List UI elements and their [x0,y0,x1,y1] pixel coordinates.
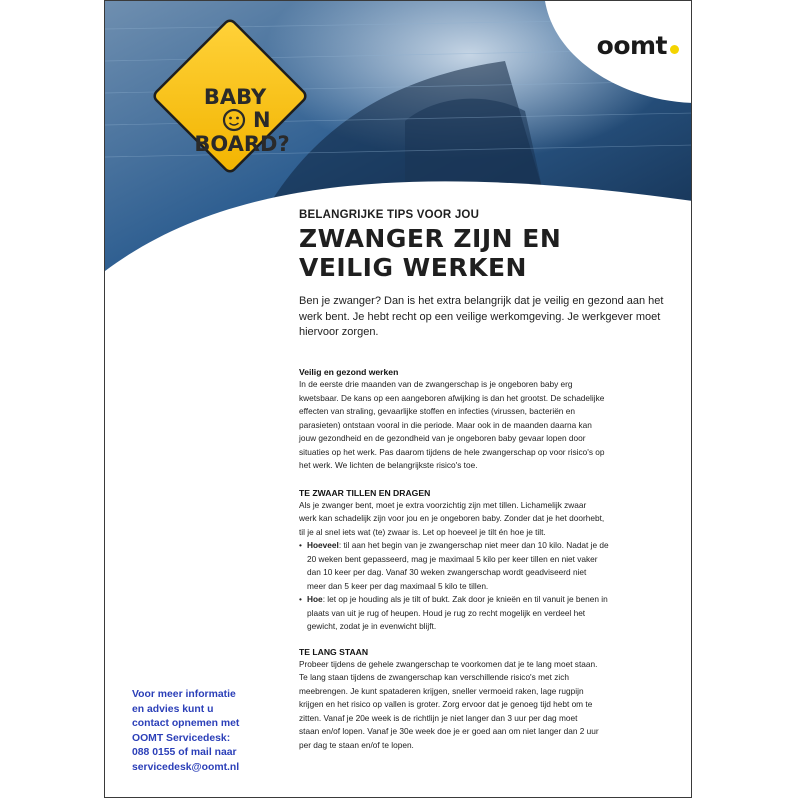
contact-info: Voor meer informatie en advies kunt u contact opnemen met OOMT Servicedesk: 088 0155 of mail naar servicedesk@oomt.nl [132,688,282,776]
sign-line-3: BOARD? [194,132,290,156]
intro-paragraph: Ben je zwanger? Dan is het extra belangrijk dat je veilig en gezond aan het werk bent. Je hebt recht op een veilige werkomgeving. Je werkgever moet hiervoor zorgen. [299,295,664,338]
logo-dot-icon [670,45,679,54]
section-lang-staan [299,646,669,753]
contact-email[interactable]: servicedesk@oomt.nl [132,761,240,773]
section-veilig-werken [299,366,669,473]
sign-line-1: BABY [203,85,267,109]
list-item: • Hoe: let op je houding als je tilt of bukt. Zak door je knieën en til vanuit je benen in plaats van uit je rug of heupen. Houd je rug zo recht mogelijk en verdeel het gewicht, zodat je in evenwicht blijft. [299,593,669,634]
page-title: ZWANGER ZIJN EN VEILIG WERKEN [299,224,562,282]
section-heading: TE LANG STAAN [299,646,369,657]
section-tillen [299,487,669,634]
eyebrow-label: BELANGRIJKE TIPS VOOR JOU [299,209,480,221]
body-content [299,366,669,752]
section-heading: Veilig en gezond werken [299,367,399,377]
bullet-list [299,539,669,634]
section-text: In de eerste drie maanden van de zwangerschap is je ongeboren baby erg kwetsbaar. De kans op een aangeboren afwijking is dan het grootst. De schadelijke effecten van straling, gevaarlijke stoffen en infecties (virussen, bacteriën en parasieten) ontstaan vooral in die periode. Maar ook in de maanden daarna kan jouw gezondheid en de gezondheid van je ongeboren baby gevaar lopen door situaties op het werk. Pas daarom tijdens de hele zwangerschap op voor risico's op het werk. We lichten de belangrijkste risico's toe. [299,379,605,470]
list-item: • Hoeveel: til aan het begin van je zwangerschap niet meer dan 10 kilo. Nadat je de 20 weken bent gepasseerd, mag je maximaal 5 kilo per keer tillen en niet vaker dan 10 keer per dag. Vanaf 30 weken zwangerschap wordt geadviseerd niet meer dan 5 keer per dag maximaal 5 kilo te tillen. [299,539,669,593]
section-text: Als je zwanger bent, moet je extra voorzichtig zijn met tillen. Lichamelijk zwaar werk kan schadelijk zijn voor jou en je ongeboren baby. Zonder dat je het doorhebt, til je al snel iets wat (te) zwaar is. Let op hoeveel je tilt én hoe je tilt. [299,499,605,537]
section-text: Probeer tijdens de gehele zwangerschap te voorkomen dat je te lang moet staan. Te lang staan tijdens de zwangerschap kan verschillende risico's met zich meebrengen. Je kunt spataderen krijgen, sneller vermoeid raken, lage rugpijn krijgen en het risico op vallen is groter. Zorg ervoor dat je genoeg tijd hebt om te zitten. Vanaf je 20e week is de richtlijn je niet langer dan 3 uur per dag moet staan en/of lopen. Vanaf je 30e week doe je er goed aan om niet langer dan 2 uur per dag te staan en/of te lopen. [299,658,599,750]
svg-text:N: N [253,108,271,132]
section-heading: TE ZWAAR TILLEN EN DRAGEN [299,487,431,498]
oomt-logo: oomt [597,31,679,60]
document-page [104,0,692,798]
